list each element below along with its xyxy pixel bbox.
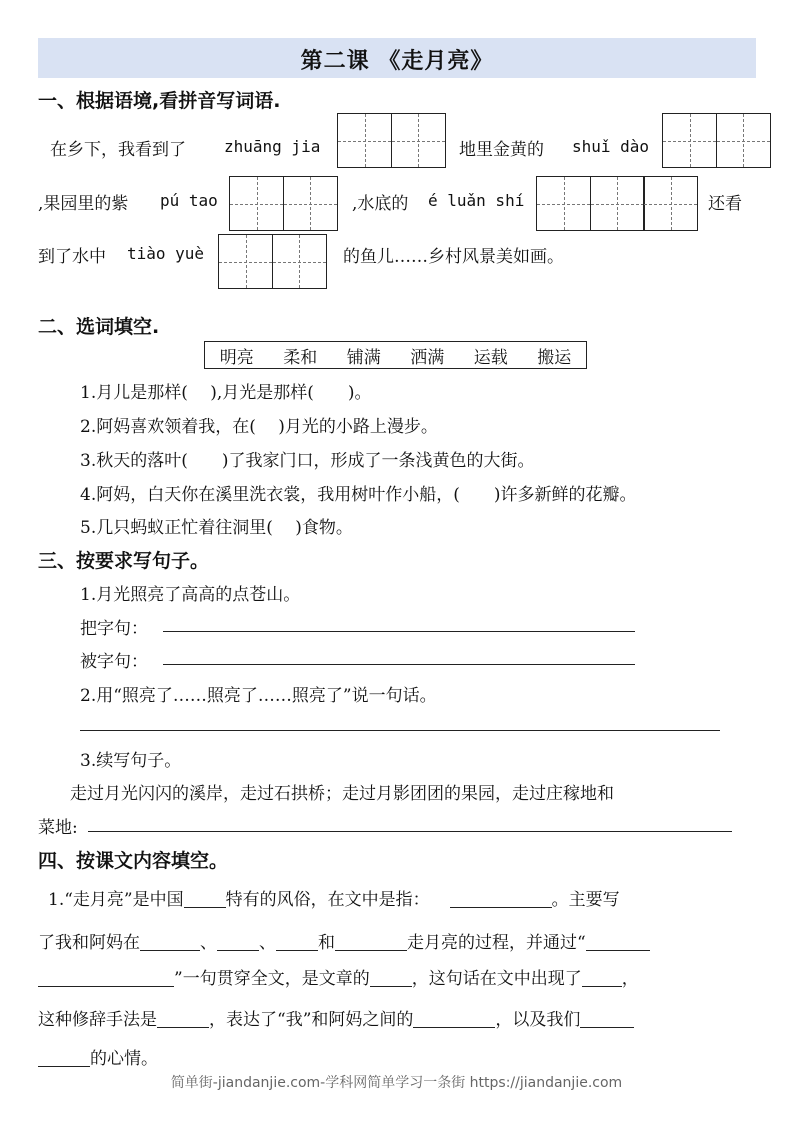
word-bank-item: 柔和 <box>283 347 318 368</box>
s1-text-2: 地里金黄的 <box>459 140 544 160</box>
fill-blank[interactable] <box>38 968 174 987</box>
section1-heading: 一、根据语境,看拼音写词语. <box>38 90 281 112</box>
pinyin-shuidao: shuǐ dào <box>572 137 650 156</box>
s4-line5 <box>38 1044 158 1069</box>
s4-text: ，表达了“我”和阿妈之间的 <box>209 1010 414 1030</box>
tianzige-box[interactable] <box>283 176 338 231</box>
answer-boxes-zhuangjia[interactable] <box>337 113 444 168</box>
tianzige-box[interactable] <box>272 234 327 289</box>
fill-blank[interactable] <box>38 1048 90 1067</box>
s4-text: 走月亮的过程，并通过“ <box>407 933 586 953</box>
s4-text: 了我和阿妈在 <box>38 933 140 953</box>
pinyin-putao: pú tao <box>160 191 218 210</box>
s1-text-3: ,果园里的紫 <box>38 194 129 214</box>
word-bank-item: 铺满 <box>346 347 381 368</box>
fill-blank[interactable] <box>450 889 552 908</box>
s4-text: 这种修辞手法是 <box>38 1010 157 1030</box>
fill-blank[interactable] <box>157 1009 209 1028</box>
q3-text: 走过月光闪闪的溪岸，走过石拱桥；走过月影团团的果园，走过庄稼地和 <box>70 784 614 804</box>
answer-boxes-shuidao[interactable] <box>662 113 769 168</box>
word-bank-item: 运载 <box>473 347 508 368</box>
section2-heading: 二、选词填空. <box>38 316 160 338</box>
s4-text: 、 <box>259 933 276 953</box>
s4-text: 的心情。 <box>90 1049 158 1069</box>
fill-blank[interactable] <box>184 889 226 908</box>
fill-item-1: 1.月儿是那样( ),月光是那样( )。 <box>80 383 372 403</box>
q3-answer-line[interactable] <box>88 831 732 832</box>
answer-boxes-tiaoyue[interactable] <box>218 234 325 289</box>
fill-blank[interactable] <box>586 932 650 951</box>
ba-answer-line[interactable] <box>163 631 635 632</box>
title-bar <box>38 38 756 78</box>
s1-text-6: 到了水中 <box>38 247 106 267</box>
s4-line3 <box>38 964 639 989</box>
tianzige-box[interactable] <box>716 113 771 168</box>
page-footer: 简单街-jiandanjie.com-学科网简单学习一条街 https://jiandanjie.com <box>170 1075 623 1091</box>
fill-blank[interactable] <box>370 968 412 987</box>
fill-item-2: 2.阿妈喜欢领着我，在( )月光的小路上漫步。 <box>80 417 438 437</box>
s4-text: 、 <box>200 933 217 953</box>
bei-label: 被字句： <box>80 652 148 672</box>
fill-item-3: 3.秋天的落叶( )了我家门口，形成了一条浅黄色的大街。 <box>80 451 535 471</box>
rewrite-q3: 3.续写句子。 <box>80 751 182 771</box>
s1-text-1: 在乡下，我看到了 <box>50 140 186 160</box>
s4-text: 1.“走月亮”是中国 <box>48 890 184 910</box>
s1-text-4: ,水底的 <box>352 194 409 214</box>
word-bank-item: 搬运 <box>537 347 572 368</box>
tianzige-box[interactable] <box>643 176 698 231</box>
section3-heading: 三、按要求写句子。 <box>38 550 210 572</box>
s4-text: ”一句贯穿全文，是文章的 <box>174 969 370 989</box>
s4-text: ，以及我们 <box>495 1010 581 1030</box>
section4-heading: 四、按课文内容填空。 <box>38 850 229 872</box>
rewrite-q1: 1.月光照亮了高高的点苍山。 <box>80 585 301 605</box>
s4-line2 <box>38 928 650 953</box>
bei-answer-line[interactable] <box>163 664 635 665</box>
page-title: 第二课 《走月亮》 <box>300 49 494 74</box>
s4-text: ，这句话在文中出现了 <box>411 969 582 989</box>
answer-boxes-eluanshi[interactable] <box>536 176 697 231</box>
pinyin-eluanshi: é luǎn shí <box>428 191 525 210</box>
s4-text: 和 <box>318 933 335 953</box>
s4-line4 <box>38 1005 634 1030</box>
fill-blank[interactable] <box>276 932 318 951</box>
s4-line1 <box>48 885 620 910</box>
answer-boxes-putao[interactable] <box>229 176 336 231</box>
fill-item-5: 5.几只蚂蚁正忙着往洞里( )食物。 <box>80 518 353 538</box>
s4-text: ， <box>621 969 639 989</box>
s4-text: 。主要写 <box>551 890 620 910</box>
s1-text-5: 还看 <box>708 194 742 214</box>
tianzige-box[interactable] <box>218 234 273 289</box>
fill-blank[interactable] <box>335 932 407 951</box>
word-bank-item: 明亮 <box>219 347 254 368</box>
fill-blank[interactable] <box>140 932 200 951</box>
q2-answer-line[interactable] <box>80 730 720 731</box>
tianzige-box[interactable] <box>337 113 392 168</box>
fill-blank[interactable] <box>217 932 259 951</box>
s1-text-7: 的鱼儿……乡村风景美如画。 <box>343 247 564 267</box>
tianzige-box[interactable] <box>662 113 717 168</box>
ba-label: 把字句： <box>80 619 148 639</box>
fill-blank[interactable] <box>580 1009 634 1028</box>
s4-text: 特有的风俗，在文中是指： <box>225 890 430 910</box>
fill-blank[interactable] <box>582 968 622 987</box>
tianzige-box[interactable] <box>590 176 645 231</box>
word-bank-item: 洒满 <box>410 347 445 368</box>
word-bank <box>204 341 587 369</box>
tianzige-box[interactable] <box>229 176 284 231</box>
rewrite-q2: 2.用“照亮了……照亮了……照亮了”说一句话。 <box>80 686 437 706</box>
pinyin-zhuangjia: zhuāng jia <box>224 137 321 156</box>
fill-blank[interactable] <box>413 1009 495 1028</box>
fill-item-4: 4.阿妈，白天你在溪里洗衣裳，我用树叶作小船，( )许多新鲜的花瓣。 <box>80 485 637 505</box>
q3-tail: 菜地: <box>38 818 78 838</box>
tianzige-box[interactable] <box>391 113 446 168</box>
pinyin-tiaoyue: tiào yuè <box>127 244 205 263</box>
tianzige-box[interactable] <box>536 176 591 231</box>
